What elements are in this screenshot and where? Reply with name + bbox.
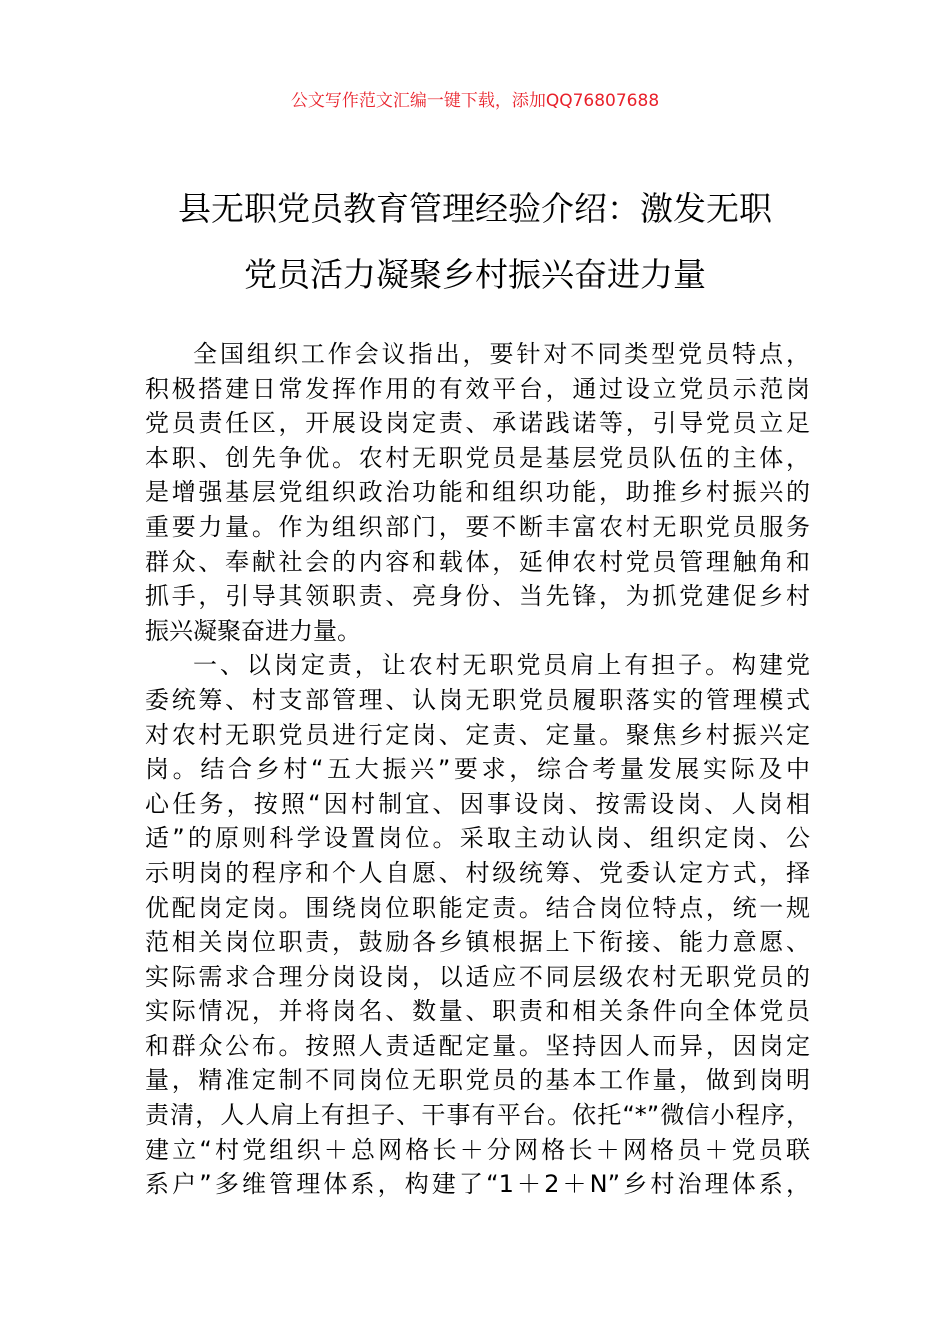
text-line: 本职、创先争优。农村无职党员是基层党员队伍的主体，	[145, 443, 810, 472]
text-line: 范相关岗位职责，鼓励各乡镇根据上下衔接、能力意愿、	[145, 928, 810, 957]
text-line: 实际情况，并将岗名、数量、职责和相关条件向全体党员	[145, 997, 810, 1026]
text-line: 对农村无职党员进行定岗、定责、定量。聚焦乡村振兴定	[145, 720, 810, 749]
text-line: 优配岗定岗。围绕岗位职能定责。结合岗位特点，统一规	[145, 893, 810, 922]
text-line: 量，精准定制不同岗位无职党员的基本工作量，做到岗明	[145, 1066, 810, 1095]
text-line: 抓手，引导其领职责、亮身份、当先锋，为抓党建促乡村	[145, 582, 810, 611]
text-line: 责清，人人肩上有担子、干事有平台。依托“*”微信小程序，	[145, 1101, 810, 1130]
text-line: 群众、奉献社会的内容和载体，延伸农村党员管理触角和	[145, 547, 810, 576]
text-line: 党员责任区，开展设岗定责、承诺践诺等，引导党员立足	[145, 409, 810, 438]
title-line-1: 县无职党员教育管理经验介绍：激发无职	[178, 189, 772, 228]
text-line: 示明岗的程序和个人自愿、村级统筹、党委认定方式，择	[145, 858, 810, 887]
text-line: 岗。结合乡村“五大振兴”要求，综合考量发展实际及中	[145, 755, 810, 784]
text-line: 积极搭建日常发挥作用的有效平台，通过设立党员示范岗	[145, 374, 810, 403]
download-notice: 公文写作范文汇编一键下载，添加QQ76807688	[290, 91, 660, 111]
document-body	[145, 337, 810, 1202]
text-line: 适”的原则科学设置岗位。采取主动认岗、组织定岗、公	[145, 824, 810, 853]
text-line: 是增强基层党组织政治功能和组织功能，助推乡村振兴的	[145, 478, 810, 507]
text-line: 建立“村党组织＋总网格长＋分网格长＋网格员＋党员联	[145, 1135, 810, 1164]
text-line: 振兴凝聚奋进力量。	[145, 616, 361, 645]
text-line: 委统筹、村支部管理、认岗无职党员履职落实的管理模式	[145, 685, 810, 714]
text-line: 实际需求合理分岗设岗，以适应不同层级农村无职党员的	[145, 962, 810, 991]
paragraph-section-one	[145, 648, 810, 1202]
text-line: 重要力量。作为组织部门，要不断丰富农村无职党员服务	[145, 512, 810, 541]
paragraph-intro	[145, 337, 810, 648]
document-title	[120, 176, 830, 308]
text-line: 心任务，按照“因村制宜、因事设岗、按需设岗、人岗相	[145, 789, 810, 818]
title-line-2: 党员活力凝聚乡村振兴奋进力量	[244, 255, 706, 294]
text-line: 全国组织工作会议指出，要针对不同类型党员特点，	[193, 340, 810, 368]
text-line: 系户”多维管理体系，构建了“1＋2＋N”乡村治理体系，	[145, 1170, 810, 1199]
text-line: 和群众公布。按照人责适配定量。坚持因人而异，因岗定	[145, 1031, 810, 1060]
text-line: 一、以岗定责，让农村无职党员肩上有担子。构建党	[193, 651, 810, 680]
